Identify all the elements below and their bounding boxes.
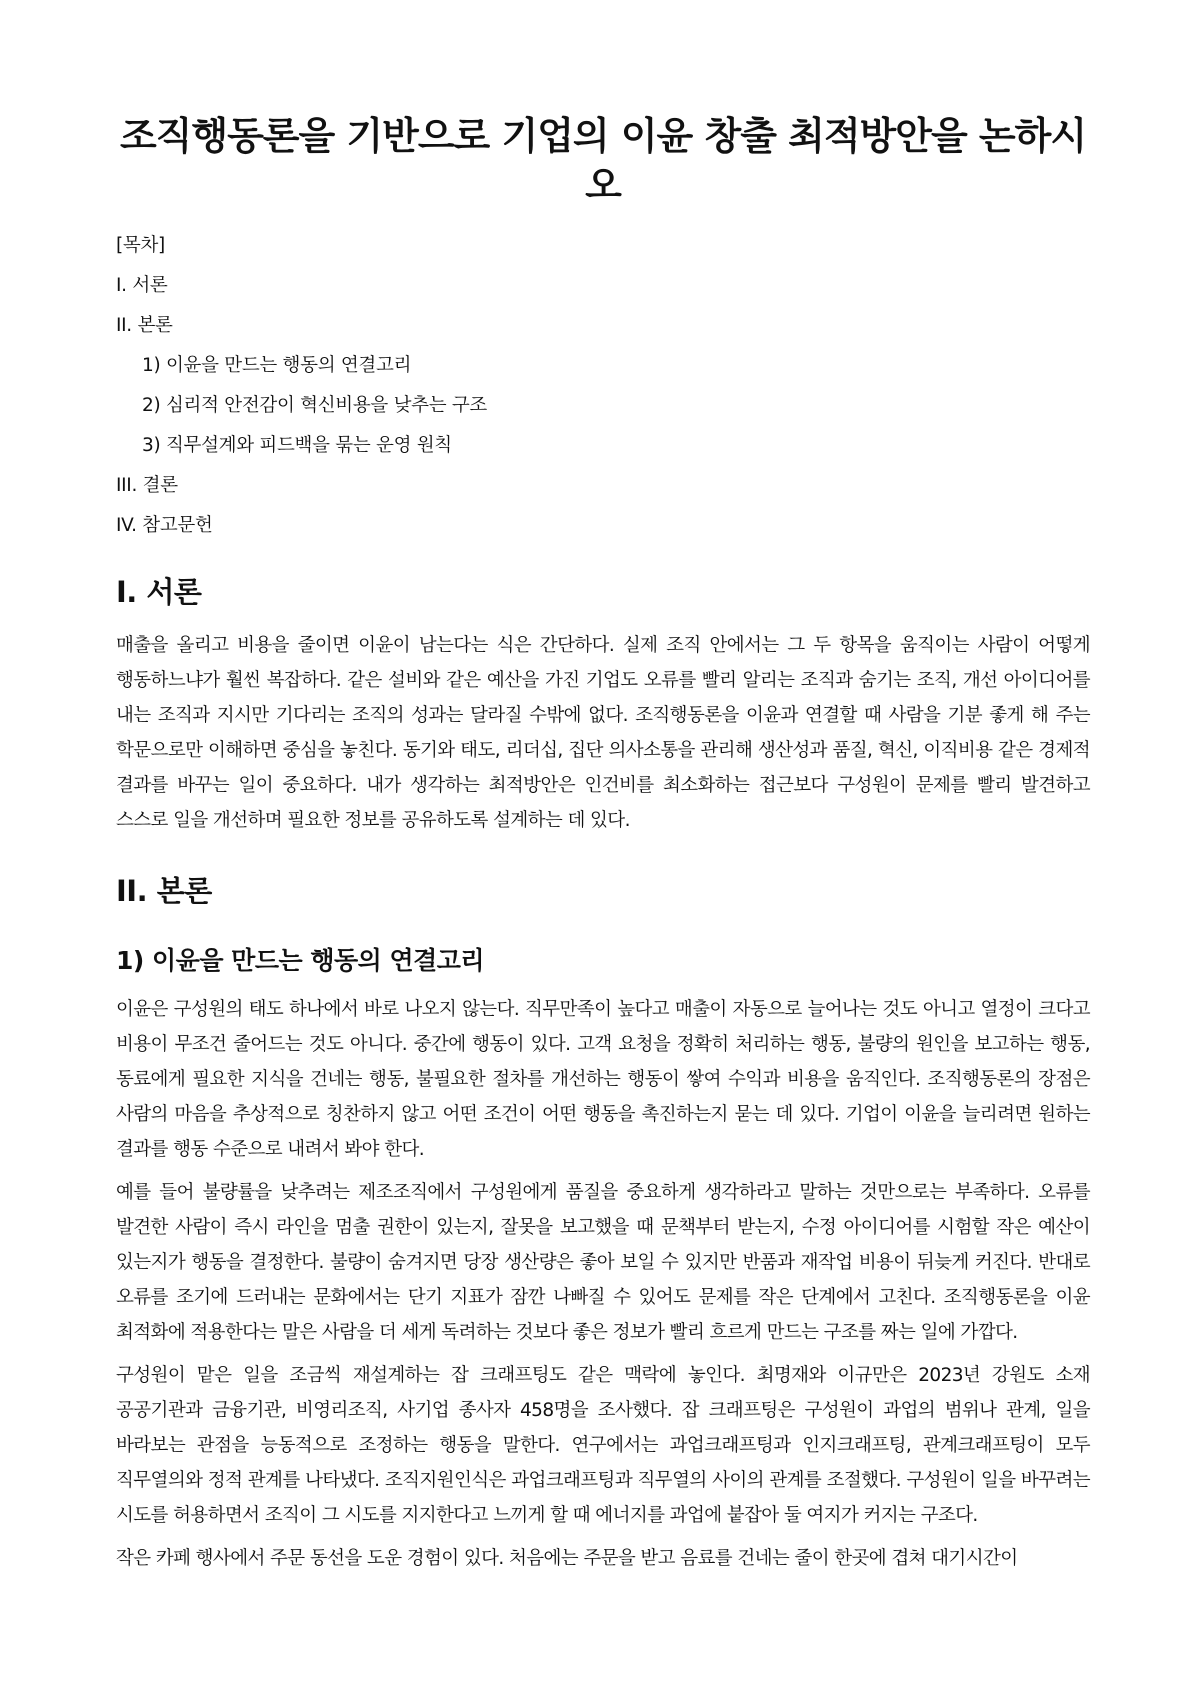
body-paragraph: 구성원이 맡은 일을 조금씩 재설계하는 잡 크래프팅도 같은 맥락에 놓인다. 최명재와 이규만은 2023년 강원도 소재 공공기관과 금융기관, 비영리조직, 사기업 종사자 458명을 조사했다. 잡 크래프팅은 구성원이 과업의 범위나 관계, 일을 바라보는 관점을 능동적으로 조정하는 행동을 말한다. 연구에서는 과업크래프팅과 인지크래프팅, 관계크래프팅이 모두 직무열의와 정적 관계를 나타냈다. 조직지원인식은 과업크래프팅과 직무열의 사이의 관계를 조절했다. 구성원이 일을 바꾸려는 시도를 허용하면서 조직이 그 시도를 지지한다고 느끼게 할 때 에너지를 과업에 붙잡아 둘 여지가 커지는 구조다. [116,1365,1090,1527]
toc-item-body-3: 3) 직무설계와 피드백을 묶는 운영 원칙 [142,434,452,456]
toc-item-conclusion: III. 결론 [116,474,178,496]
intro-paragraph: 매출을 올리고 비용을 줄이면 이윤이 남는다는 식은 간단하다. 실제 조직 안에서는 그 두 항목을 움직이는 사람이 어떻게 행동하느냐가 훨씬 복잡하다. 같은 설비와 같은 예산을 가진 기업도 오류를 빨리 알리는 조직과 숨기는 조직, 개선 아이디어를 내는 조직과 지시만 기다리는 조직의 성과는 달라질 수밖에 없다. 조직행동론을 이윤과 연결할 때 사람을 기분 좋게 해 주는 학문으로만 이해하면 중심을 놓친다. 동기와 태도, 리더십, 집단 의사소통을 관리해 생산성과 품질, 혁신, 이직비용 같은 경제적 결과를 바꾸는 일이 중요하다. 내가 생각하는 최적방안은 인건비를 최소화하는 접근보다 구성원이 문제를 빨리 발견하고 스스로 일을 개선하며 필요한 정보를 공유하도록 설계하는 데 있다. [116,634,1090,831]
toc-item-body-2: 2) 심리적 안전감이 혁신비용을 낮추는 구조 [142,394,487,416]
toc-item-intro: I. 서론 [116,274,168,296]
body-paragraph: 작은 카페 행사에서 주문 동선을 도운 경험이 있다. 처음에는 주문을 받고 음료를 건네는 줄이 한곳에 겹쳐 대기시간이 [116,1548,1018,1570]
document-title: 조직행동론을 기반으로 기업의 이윤 창출 최적방안을 논하시오 [119,114,1087,208]
toc-item-references: IV. 참고문헌 [116,514,213,536]
body-paragraph: 예를 들어 불량률을 낮추려는 제조조직에서 구성원에게 품질을 중요하게 생각하라고 말하는 것만으로는 부족하다. 오류를 발견한 사람이 즉시 라인을 멈출 권한이 있는지, 잘못을 보고했을 때 문책부터 받는지, 수정 아이디어를 시험할 작은 예산이 있는지가 행동을 결정한다. 불량이 숨겨지면 당장 생산량은 좋아 보일 수 있지만 반품과 재작업 비용이 뒤늦게 커진다. 반대로 오류를 조기에 드러내는 문화에서는 단기 지표가 잠깐 나빠질 수 있어도 문제를 작은 단계에서 고친다. 조직행동론을 이윤 최적화에 적용한다는 말은 사람을 더 세게 독려하는 것보다 좋은 정보가 빨리 흐르게 만드는 구조를 짜는 일에 가깝다. [116,1182,1090,1344]
toc-heading: [목차] [116,234,165,256]
toc-item-body: II. 본론 [116,314,173,336]
table-of-contents [116,233,1090,539]
section-heading-body: II. 본론 [116,873,212,908]
body-paragraph: 이윤은 구성원의 태도 하나에서 바로 나오지 않는다. 직무만족이 높다고 매출이 자동으로 늘어나는 것도 아니고 열정이 크다고 비용이 무조건 줄어드는 것도 아니다. 중간에 행동이 있다. 고객 요청을 정확히 처리하는 행동, 불량의 원인을 보고하는 행동, 동료에게 필요한 지식을 건네는 행동, 불필요한 절차를 개선하는 행동이 쌓여 수익과 비용을 움직인다. 조직행동론의 장점은 사람의 마음을 추상적으로 칭찬하지 않고 어떤 조건이 어떤 행동을 촉진하는지 묻는 데 있다. 기업이 이윤을 늘리려면 원하는 결과를 행동 수준으로 내려서 봐야 한다. [116,999,1090,1161]
section-heading-intro: I. 서론 [116,574,202,609]
subsection-heading-1: 1) 이윤을 만드는 행동의 연결고리 [116,946,485,976]
toc-item-body-1: 1) 이윤을 만드는 행동의 연결고리 [142,354,412,376]
toc-list [116,273,1090,539]
